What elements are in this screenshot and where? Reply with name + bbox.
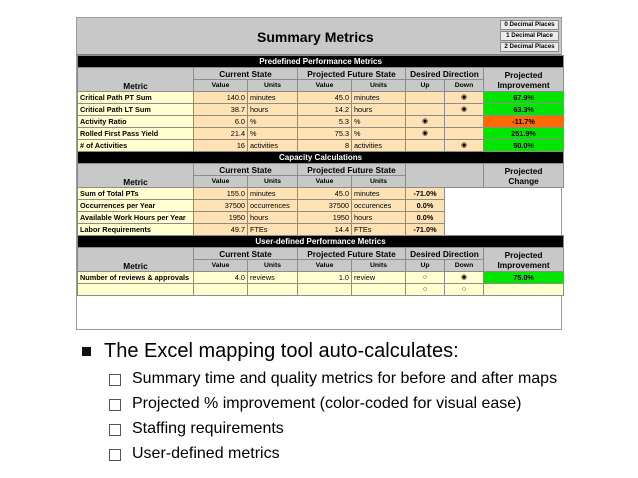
metric-header: Metric [78, 68, 194, 92]
down-radio[interactable]: ◉ [445, 140, 484, 152]
future-value[interactable]: 1950 [298, 212, 352, 224]
up-header: Up [406, 80, 445, 92]
up-radio[interactable]: ◉ [406, 128, 445, 140]
improvement-value: -11.7% [484, 116, 564, 128]
sub-bullet-text: User-defined metrics [132, 445, 280, 462]
current-state-header: Current State [194, 248, 298, 260]
current-units[interactable]: minutes [248, 188, 298, 200]
down-header: Down [445, 80, 484, 92]
current-state-header: Current State [194, 68, 298, 80]
future-value[interactable]: 14.4 [298, 224, 352, 236]
metric-name: Available Work Hours per Year [78, 212, 194, 224]
current-units[interactable]: % [248, 116, 298, 128]
future-state-header: Projected Future State [298, 68, 406, 80]
metric-name: Rolled First Pass Yield [78, 128, 194, 140]
projected-label: Projected [504, 165, 543, 176]
metric-name: # of Activities [78, 140, 194, 152]
current-units[interactable]: reviews [248, 272, 298, 284]
improvement-value: 251.9% [484, 128, 564, 140]
future-value[interactable]: 45.0 [298, 188, 352, 200]
current-units[interactable]: FTEs [248, 224, 298, 236]
up-header: Up [406, 260, 445, 272]
capacity-band: Capacity Calculations [78, 152, 564, 164]
change-value: -71.0% [406, 224, 445, 236]
improvement-value: 50.0% [484, 140, 564, 152]
two-decimal-button[interactable]: 2 Decimal Places [500, 42, 559, 52]
down-radio[interactable]: ◉ [445, 104, 484, 116]
projected-label: Projected [504, 249, 543, 260]
up-radio[interactable]: ○ [406, 284, 445, 296]
future-units[interactable]: % [352, 116, 406, 128]
hollow-square-bullet-icon [109, 399, 121, 411]
value-header: Value [298, 80, 352, 92]
metric-name: Labor Requirements [78, 224, 194, 236]
metric-name: Critical Path LT Sum [78, 104, 194, 116]
change-label: Change [508, 175, 539, 186]
improvement-label: Improvement [497, 79, 550, 90]
value-header: Value [298, 260, 352, 272]
value-header: Value [194, 80, 248, 92]
current-units[interactable]: activities [248, 140, 298, 152]
future-units[interactable]: % [352, 128, 406, 140]
future-units[interactable]: minutes [352, 188, 406, 200]
current-value[interactable]: 1950 [194, 212, 248, 224]
sub-bullet-text: Projected % improvement (color-coded for visual ease) [132, 395, 522, 412]
hollow-square-bullet-icon [109, 449, 121, 461]
sub-bullet-text: Staffing requirements [132, 420, 284, 437]
current-value[interactable]: 38.7 [194, 104, 248, 116]
units-header: Units [352, 260, 406, 272]
current-value[interactable]: 6.0 [194, 116, 248, 128]
sheet-title: Summary Metrics [257, 29, 374, 45]
metric-name: Critical Path PT Sum [78, 92, 194, 104]
current-state-header: Current State [194, 164, 298, 176]
future-units[interactable]: occurences [352, 200, 406, 212]
metric-name: Sum of Total PTs [78, 188, 194, 200]
units-header: Units [248, 80, 298, 92]
square-bullet-icon [82, 347, 91, 356]
current-value[interactable]: 4.0 [194, 272, 248, 284]
future-units[interactable]: hours [352, 212, 406, 224]
units-header: Units [352, 80, 406, 92]
metric-header: Metric [78, 248, 194, 272]
future-units[interactable]: review [352, 272, 406, 284]
down-radio[interactable]: ◉ [445, 272, 484, 284]
future-value[interactable]: 8 [298, 140, 352, 152]
current-units[interactable]: hours [248, 104, 298, 116]
units-header: Units [352, 176, 406, 188]
future-value[interactable]: 1.0 [298, 272, 352, 284]
desired-direction-header: Desired Direction [406, 68, 484, 80]
current-value[interactable]: 21.4 [194, 128, 248, 140]
change-value: -71.0% [406, 188, 445, 200]
units-header: Units [248, 260, 298, 272]
current-value[interactable]: 155.0 [194, 188, 248, 200]
sub-bullet-text: Summary time and quality metrics for before and after maps [132, 370, 558, 387]
current-value[interactable]: 49.7 [194, 224, 248, 236]
future-value[interactable]: 5.3 [298, 116, 352, 128]
current-value[interactable]: 140.0 [194, 92, 248, 104]
value-header: Value [194, 176, 248, 188]
future-state-header: Projected Future State [298, 248, 406, 260]
future-units[interactable]: minutes [352, 92, 406, 104]
future-units[interactable]: FTEs [352, 224, 406, 236]
change-value: 0.0% [406, 212, 445, 224]
future-value[interactable]: 37500 [298, 200, 352, 212]
metric-name[interactable]: Number of reviews & approvals [78, 272, 194, 284]
current-units[interactable]: occurrences [248, 200, 298, 212]
current-value[interactable]: 16 [194, 140, 248, 152]
down-radio[interactable]: ◉ [445, 92, 484, 104]
up-radio[interactable]: ○ [406, 272, 445, 284]
one-decimal-button[interactable]: 1 Decimal Place [500, 31, 559, 41]
change-value: 0.0% [406, 200, 445, 212]
future-state-header: Projected Future State [298, 164, 406, 176]
up-radio[interactable]: ◉ [406, 116, 445, 128]
future-units[interactable]: hours [352, 104, 406, 116]
projected-label: Projected [504, 69, 543, 80]
hollow-square-bullet-icon [109, 374, 121, 386]
hollow-square-bullet-icon [109, 424, 121, 436]
improvement-label: Improvement [497, 259, 550, 270]
zero-decimal-button[interactable]: 0 Decimal Places [500, 20, 559, 30]
userdefined-band: User-defined Performance Metrics [78, 236, 564, 248]
improvement-value: 75.0% [484, 272, 564, 284]
metric-name: Occurrences per Year [78, 200, 194, 212]
metric-header: Metric [78, 164, 194, 188]
current-value[interactable]: 37500 [194, 200, 248, 212]
predefined-band: Predefined Performance Metrics [78, 56, 564, 68]
value-header: Value [298, 176, 352, 188]
metric-name: Activity Ratio [78, 116, 194, 128]
units-header: Units [248, 176, 298, 188]
down-radio[interactable]: ○ [445, 284, 484, 296]
current-units[interactable]: % [248, 128, 298, 140]
main-bullet-text: The Excel mapping tool auto-calculates: [104, 340, 459, 362]
down-header: Down [445, 260, 484, 272]
future-value[interactable]: 14.2 [298, 104, 352, 116]
current-units[interactable]: minutes [248, 92, 298, 104]
improvement-value: 63.3% [484, 104, 564, 116]
current-units[interactable]: hours [248, 212, 298, 224]
value-header: Value [194, 260, 248, 272]
improvement-value: 67.9% [484, 92, 564, 104]
desired-direction-header: Desired Direction [406, 248, 484, 260]
future-units[interactable]: activities [352, 140, 406, 152]
future-value[interactable]: 75.3 [298, 128, 352, 140]
future-value[interactable]: 45.0 [298, 92, 352, 104]
